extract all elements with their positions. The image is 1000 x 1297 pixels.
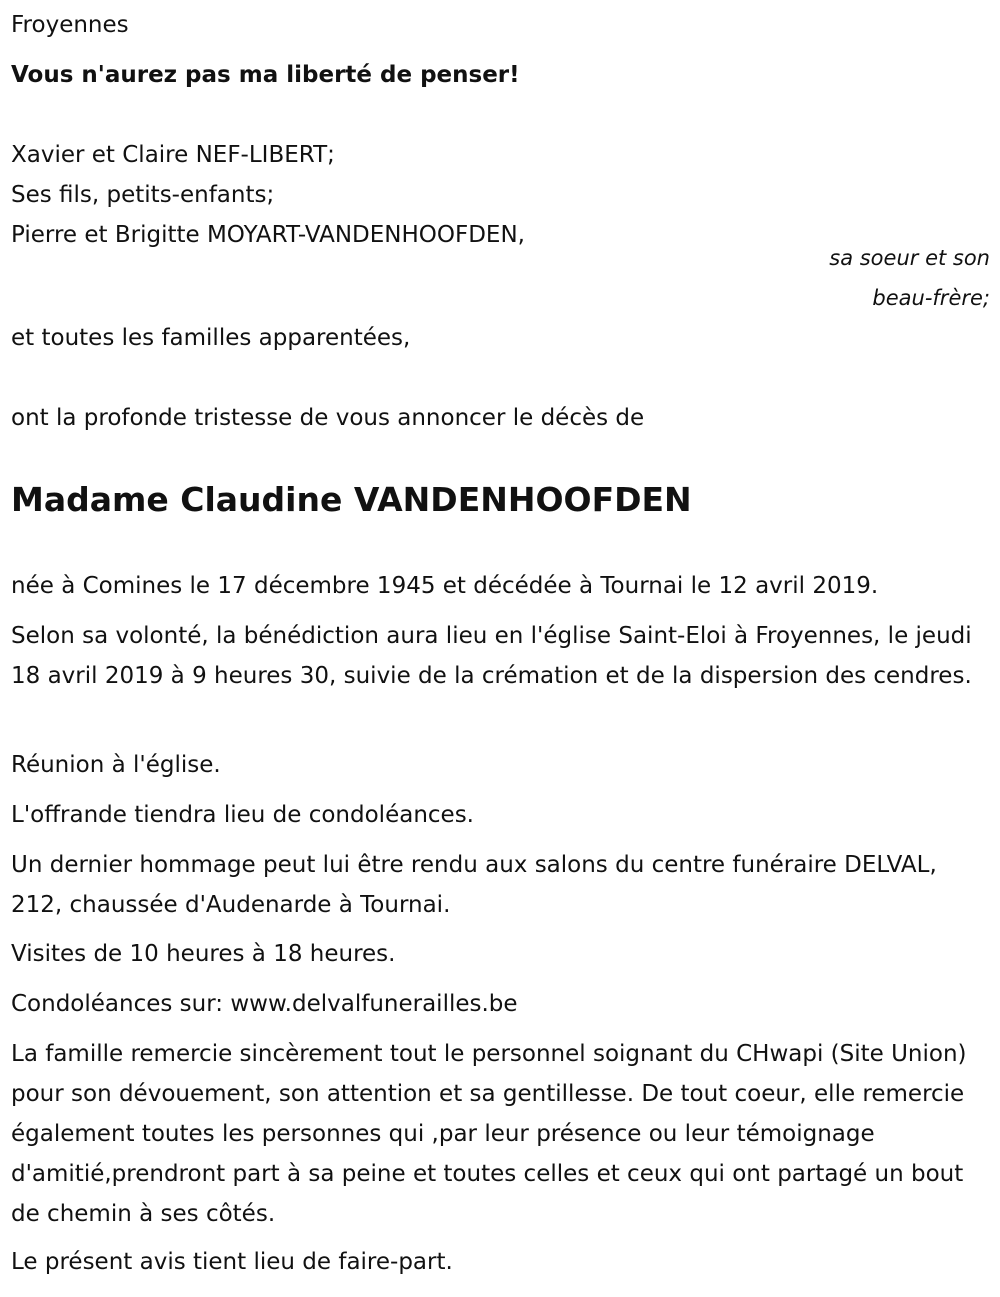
motto-text: Vous n'aurez pas ma liberté de penser! [11, 62, 520, 88]
location-text: Froyennes [11, 12, 129, 38]
announcement-text: ont la profonde tristesse de vous annoncer le décès de [11, 405, 645, 431]
meeting-paragraph: Réunion à l'église. [11, 752, 221, 778]
deceased-name: Madame Claudine VANDENHOOFDEN [11, 480, 692, 519]
family-line-1: Xavier et Claire NEF-LIBERT; [11, 142, 335, 168]
relation-line-1: sa soeur et son [829, 246, 990, 270]
family-line-4: et toutes les familles apparentées, [11, 325, 411, 351]
family-line-2: Ses fils, petits-enfants; [11, 182, 275, 208]
notice-paragraph: Le présent avis tient lieu de faire-part. [11, 1249, 453, 1275]
offering-paragraph: L'offrande tiendra lieu de condoléances. [11, 802, 474, 828]
condolences-paragraph: Condoléances sur: www.delvalfunerailles.be [11, 991, 518, 1017]
relation-line-2: beau-frère; [872, 286, 990, 310]
tribute-paragraph: Un dernier hommage peut lui être rendu aux salons du centre funéraire DELVAL, 212, chaussée d'Audenarde à Tournai. [11, 852, 937, 918]
birth-death-paragraph: née à Comines le 17 décembre 1945 et décédée à Tournai le 12 avril 2019. [11, 573, 879, 599]
thanks-paragraph: La famille remercie sincèrement tout le personnel soignant du CHwapi (Site Union) pour son dévouement, son attention et sa gentillesse. De tout coeur, elle remercie également toutes les personnes qui ,par leur présence ou leur témoignage d'amitié,prendront part à sa peine et toutes celles et ceux qui ont partagé un bout de chemin à ses côtés. [11, 1041, 967, 1227]
family-line-3: Pierre et Brigitte MOYART-VANDENHOOFDEN, [11, 222, 525, 248]
visits-paragraph: Visites de 10 heures à 18 heures. [11, 941, 396, 967]
ceremony-paragraph: Selon sa volonté, la bénédiction aura lieu en l'église Saint-Eloi à Froyennes, le jeudi 18 avril 2019 à 9 heures 30, suivie de la crémation et de la dispersion des cendres. [11, 623, 972, 689]
